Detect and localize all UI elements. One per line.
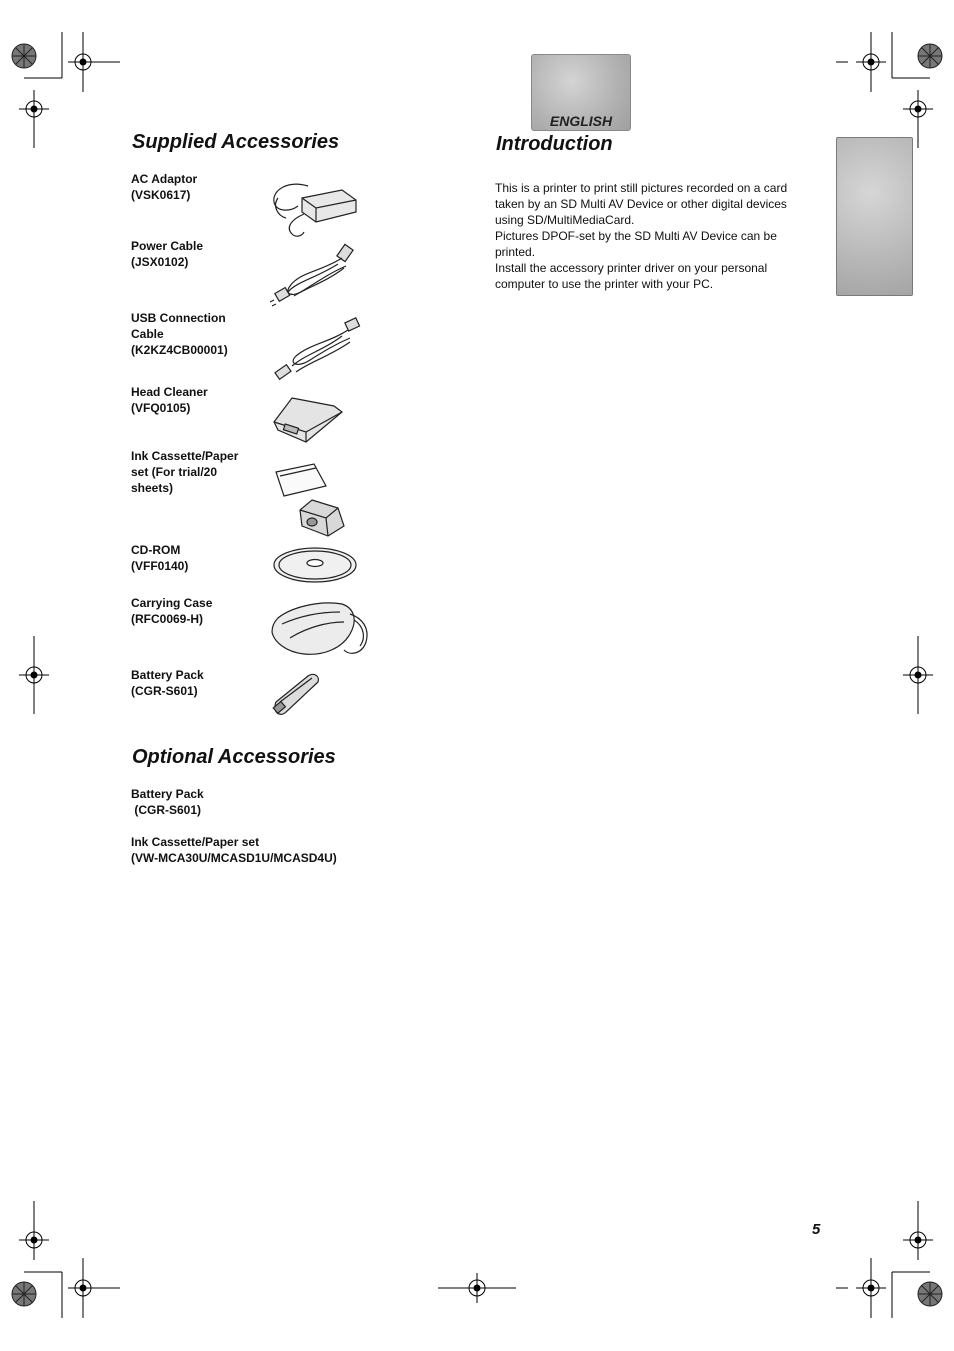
side-thumb-tab (836, 137, 913, 296)
accessory-label-ac-adaptor: AC Adaptor (VSK0617) (131, 172, 198, 202)
ac-adaptor-icon (268, 176, 360, 240)
accessory-label-cd-rom: CD-ROM (VFF0140) (131, 543, 189, 573)
introduction-heading: Introduction (496, 133, 613, 155)
carrying-case-icon (270, 598, 372, 660)
registration-mark-icon (19, 94, 49, 124)
language-tab (531, 54, 631, 131)
intro-paragraph: This is a printer to print still pictures recorded on a card taken by an SD Multi AV Device or other digital devices using SD/MultiMediaCard. (495, 181, 788, 227)
accessory-label-battery-pack: Battery Pack (CGR-S601) (131, 668, 204, 698)
registration-mark-icon (903, 1225, 933, 1255)
registration-mark-icon (462, 1273, 492, 1303)
accessory-label-head-cleaner: Head Cleaner (VFQ0105) (131, 385, 208, 415)
optional-accessories-heading: Optional Accessories (132, 746, 336, 768)
registration-mark-icon (903, 94, 933, 124)
registration-mark-icon (903, 660, 933, 690)
registration-mark-icon (68, 1273, 98, 1303)
ink-cassette-paper-icon (274, 462, 328, 498)
battery-pack-icon (270, 672, 322, 718)
accessory-label-carrying-case: Carrying Case (RFC0069-H) (131, 596, 213, 626)
intro-paragraph: Pictures DPOF-set by the SD Multi AV Device can be printed. (495, 229, 777, 259)
supplied-accessories-heading: Supplied Accessories (132, 131, 340, 153)
registration-mark-icon (856, 1273, 886, 1303)
power-cable-icon (270, 242, 360, 308)
introduction-body (495, 180, 815, 292)
accessory-label-power-cable: Power Cable (JSX0102) (131, 239, 204, 269)
optional-label-ink-cassette: Ink Cassette/Paper set (VW-MCA30U/MCASD1U/MCASD4U) (131, 835, 337, 865)
registration-mark-icon (19, 1225, 49, 1255)
ink-cassette-icon (298, 496, 346, 538)
page-number: 5 (812, 1221, 821, 1238)
intro-paragraph: Install the accessory printer driver on your personal computer to use the printer with your PC. (495, 261, 768, 291)
accessory-label-usb-cable: USB Connection Cable (K2KZ4CB00001) (131, 311, 228, 357)
registration-mark-icon (19, 660, 49, 690)
head-cleaner-icon (272, 392, 344, 446)
registration-mark-icon (68, 47, 98, 77)
accessory-label-ink-cassette: Ink Cassette/Paper set (For trial/20 sheets) (131, 449, 239, 495)
optional-label-battery-pack: Battery Pack (CGR-S601) (131, 787, 204, 817)
registration-mark-icon (856, 47, 886, 77)
cd-rom-icon (272, 546, 358, 584)
usb-cable-icon (270, 316, 362, 382)
language-tab-label: ENGLISH (549, 113, 613, 129)
